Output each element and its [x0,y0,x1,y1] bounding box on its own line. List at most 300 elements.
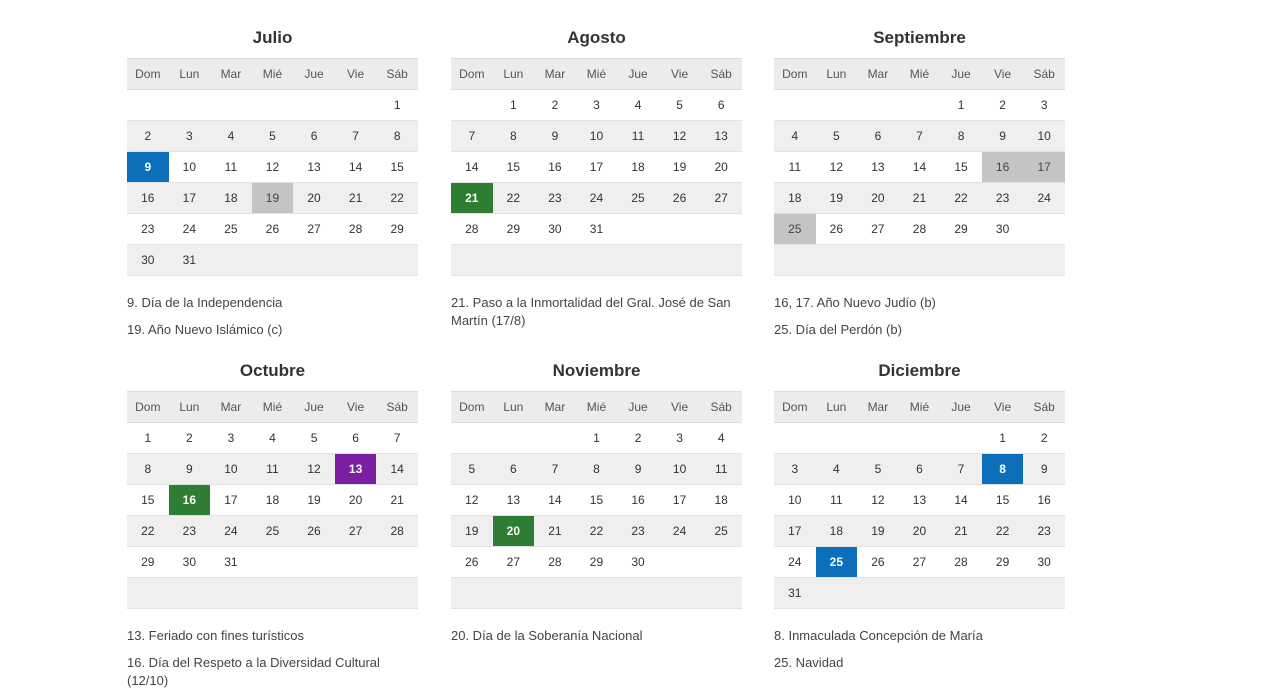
day-cell[interactable]: 7 [534,454,576,485]
holiday-note: 16. Día del Respeto a la Diversidad Cultural (12/10) [127,655,380,688]
day-cell[interactable]: 18 [816,516,858,547]
day-cell[interactable]: 29 [376,214,418,245]
empty-cell [857,423,899,454]
month-octubre [127,333,418,699]
day-cell[interactable]: 17 [774,516,816,547]
day-cell[interactable]: 11 [617,121,659,152]
empty-cell [493,578,535,609]
day-cell[interactable]: 24 [576,183,618,214]
week-row [127,423,418,454]
weekday-header: Sáb [700,59,742,90]
weekday-header: Mié [576,59,618,90]
empty-cell [252,578,294,609]
weekday-header: Dom [127,59,169,90]
holiday-note: 20. Día de la Soberanía Nacional [451,628,643,643]
day-cell[interactable]: 29 [493,214,535,245]
day-cell[interactable]: 16 [169,485,211,516]
day-cell[interactable]: 5 [816,121,858,152]
day-cell[interactable]: 24 [1023,183,1065,214]
week-row [451,578,742,609]
day-cell[interactable]: 11 [252,454,294,485]
empty-cell [534,423,576,454]
month-table [451,58,742,276]
day-cell[interactable]: 25 [816,547,858,578]
day-cell[interactable]: 26 [816,214,858,245]
day-cell[interactable]: 30 [1023,547,1065,578]
weekday-header: Mié [899,392,941,423]
day-cell[interactable]: 29 [982,547,1024,578]
day-cell[interactable]: 20 [700,152,742,183]
empty-cell [127,578,169,609]
weekday-header: Jue [617,59,659,90]
day-cell[interactable]: 28 [451,214,493,245]
day-cell[interactable]: 8 [982,454,1024,485]
day-cell[interactable]: 24 [169,214,211,245]
day-cell[interactable]: 15 [493,152,535,183]
day-cell[interactable]: 11 [700,454,742,485]
day-cell[interactable]: 28 [940,547,982,578]
day-cell[interactable]: 27 [700,183,742,214]
day-cell[interactable]: 19 [857,516,899,547]
empty-cell [451,245,493,276]
day-cell[interactable]: 3 [1023,90,1065,121]
empty-cell [617,245,659,276]
week-row [774,90,1065,121]
empty-cell [700,547,742,578]
empty-cell [774,90,816,121]
day-cell[interactable]: 11 [210,152,252,183]
day-cell[interactable]: 3 [210,423,252,454]
weekday-header: Sáb [376,59,418,90]
day-cell[interactable]: 12 [451,485,493,516]
empty-cell [774,423,816,454]
day-cell[interactable]: 23 [1023,516,1065,547]
week-row [127,245,418,276]
day-cell[interactable]: 2 [617,423,659,454]
holiday-note: 13. Feriado con fines turísticos [127,628,305,643]
day-cell[interactable]: 1 [376,90,418,121]
day-cell[interactable]: 22 [982,516,1024,547]
day-cell[interactable]: 8 [940,121,982,152]
weekday-header: Vie [982,59,1024,90]
day-cell[interactable]: 16 [617,485,659,516]
day-cell[interactable]: 13 [493,485,535,516]
empty-cell [899,90,941,121]
day-cell[interactable]: 10 [1023,121,1065,152]
empty-cell [899,578,941,609]
day-cell[interactable]: 6 [493,454,535,485]
empty-cell [451,578,493,609]
weekday-header: Dom [127,392,169,423]
day-cell[interactable]: 13 [700,121,742,152]
day-cell[interactable]: 26 [252,214,294,245]
day-cell[interactable]: 23 [617,516,659,547]
week-row [774,152,1065,183]
month-table [127,391,418,609]
day-cell[interactable]: 10 [210,454,252,485]
day-cell[interactable]: 13 [899,485,941,516]
day-cell[interactable]: 24 [659,516,701,547]
day-cell[interactable]: 23 [534,183,576,214]
day-cell[interactable]: 22 [127,516,169,547]
weekday-header: Dom [451,392,493,423]
day-cell[interactable]: 28 [899,214,941,245]
week-row [774,454,1065,485]
day-cell[interactable]: 1 [982,423,1024,454]
weekday-header: Sáb [1023,59,1065,90]
weekday-header: Vie [982,392,1024,423]
empty-cell [940,578,982,609]
week-row [451,547,742,578]
weekday-header: Sáb [700,392,742,423]
day-cell[interactable]: 31 [774,578,816,609]
day-cell[interactable]: 25 [617,183,659,214]
day-cell[interactable]: 2 [127,121,169,152]
week-row [451,214,742,245]
day-cell[interactable]: 1 [940,90,982,121]
weekday-header: Dom [451,59,493,90]
day-cell[interactable]: 5 [293,423,335,454]
day-cell[interactable]: 2 [534,90,576,121]
holiday-note: 8. Inmaculada Concepción de María [774,628,983,643]
day-cell[interactable]: 22 [493,183,535,214]
weekday-header: Lun [493,59,535,90]
week-row [774,121,1065,152]
day-cell[interactable]: 9 [534,121,576,152]
month-table [127,58,418,276]
holiday-note: 9. Día de la Independencia [127,295,283,310]
week-row [451,423,742,454]
day-cell[interactable]: 30 [534,214,576,245]
day-cell[interactable]: 21 [534,516,576,547]
weekday-header: Vie [659,59,701,90]
day-cell[interactable]: 27 [857,214,899,245]
day-cell[interactable]: 7 [376,423,418,454]
day-cell[interactable]: 6 [335,423,377,454]
day-cell[interactable]: 26 [293,516,335,547]
weekday-header: Mié [899,59,941,90]
day-cell[interactable]: 2 [982,90,1024,121]
day-cell[interactable]: 26 [659,183,701,214]
empty-cell [659,578,701,609]
empty-cell [293,245,335,276]
day-cell[interactable]: 25 [210,214,252,245]
day-cell[interactable]: 20 [293,183,335,214]
day-cell[interactable]: 5 [659,90,701,121]
day-cell[interactable]: 1 [127,423,169,454]
day-cell[interactable]: 15 [982,485,1024,516]
empty-cell [210,245,252,276]
day-cell[interactable]: 21 [899,183,941,214]
day-cell[interactable]: 13 [857,152,899,183]
weekday-header: Mar [210,392,252,423]
day-cell[interactable]: 28 [376,516,418,547]
day-cell[interactable]: 4 [210,121,252,152]
day-cell[interactable]: 4 [700,423,742,454]
day-cell[interactable]: 7 [940,454,982,485]
weekday-header: Jue [293,392,335,423]
day-cell[interactable]: 21 [335,183,377,214]
empty-cell [940,245,982,276]
day-cell[interactable]: 13 [293,152,335,183]
day-cell[interactable]: 20 [857,183,899,214]
day-cell[interactable]: 12 [252,152,294,183]
day-cell[interactable]: 18 [774,183,816,214]
empty-cell [816,578,858,609]
day-cell[interactable]: 3 [774,454,816,485]
month-table [774,391,1065,609]
day-cell[interactable]: 6 [293,121,335,152]
day-cell[interactable]: 5 [451,454,493,485]
holiday-notes [451,627,742,645]
day-cell[interactable]: 16 [534,152,576,183]
day-cell[interactable]: 18 [252,485,294,516]
day-cell[interactable]: 21 [451,183,493,214]
day-cell[interactable]: 1 [576,423,618,454]
week-row [451,183,742,214]
day-cell[interactable]: 4 [252,423,294,454]
day-cell[interactable]: 12 [857,485,899,516]
weekday-header: Sáb [376,392,418,423]
empty-cell [293,90,335,121]
day-cell[interactable]: 19 [293,485,335,516]
day-cell[interactable]: 12 [659,121,701,152]
day-cell[interactable]: 8 [493,121,535,152]
weekday-header: Mar [857,392,899,423]
holiday-notes [774,627,1065,672]
day-cell[interactable]: 3 [659,423,701,454]
day-cell[interactable]: 10 [169,152,211,183]
month-title: Julio [252,28,293,47]
week-row [774,547,1065,578]
day-cell[interactable]: 24 [210,516,252,547]
day-cell[interactable]: 14 [899,152,941,183]
day-cell[interactable]: 14 [451,152,493,183]
day-cell[interactable]: 2 [169,423,211,454]
empty-cell [293,578,335,609]
day-cell[interactable]: 16 [982,152,1024,183]
empty-cell [1023,214,1065,245]
day-cell[interactable]: 30 [169,547,211,578]
day-cell[interactable]: 24 [774,547,816,578]
day-cell[interactable]: 14 [940,485,982,516]
day-cell[interactable]: 7 [899,121,941,152]
day-cell[interactable]: 11 [774,152,816,183]
day-cell[interactable]: 12 [293,454,335,485]
day-cell[interactable]: 25 [252,516,294,547]
day-cell[interactable]: 30 [982,214,1024,245]
day-cell[interactable]: 6 [899,454,941,485]
weekday-header: Mié [252,59,294,90]
weekday-header: Mié [576,392,618,423]
month-noviembre [451,333,742,654]
day-cell[interactable]: 26 [857,547,899,578]
weekday-header: Dom [774,59,816,90]
weekday-header: Lun [816,59,858,90]
holiday-note: 19. Año Nuevo Islámico (c) [127,322,283,337]
day-cell[interactable]: 29 [127,547,169,578]
day-cell[interactable]: 19 [252,183,294,214]
month-title: Noviembre [552,361,641,380]
empty-cell [982,578,1024,609]
empty-cell [293,547,335,578]
day-cell[interactable]: 29 [940,214,982,245]
empty-cell [700,214,742,245]
day-cell[interactable]: 20 [899,516,941,547]
day-cell[interactable]: 28 [335,214,377,245]
day-cell[interactable]: 19 [659,152,701,183]
day-cell[interactable]: 27 [335,516,377,547]
empty-cell [816,90,858,121]
day-cell[interactable]: 15 [127,485,169,516]
day-cell[interactable]: 27 [293,214,335,245]
week-row [127,485,418,516]
week-row [127,547,418,578]
week-row [127,516,418,547]
day-cell[interactable]: 16 [1023,485,1065,516]
day-cell[interactable]: 6 [857,121,899,152]
empty-cell [700,578,742,609]
empty-cell [534,578,576,609]
day-cell[interactable]: 17 [210,485,252,516]
day-cell[interactable]: 9 [1023,454,1065,485]
week-row [127,90,418,121]
day-cell[interactable]: 27 [899,547,941,578]
day-cell[interactable]: 25 [774,214,816,245]
day-cell[interactable]: 22 [576,516,618,547]
weekday-header: Mar [210,59,252,90]
day-cell[interactable]: 18 [617,152,659,183]
day-cell[interactable]: 9 [982,121,1024,152]
day-cell[interactable]: 29 [576,547,618,578]
day-cell[interactable]: 8 [127,454,169,485]
week-row [127,578,418,609]
day-cell[interactable]: 31 [576,214,618,245]
empty-cell [659,245,701,276]
day-cell[interactable]: 23 [982,183,1024,214]
empty-cell [376,547,418,578]
day-cell[interactable]: 5 [252,121,294,152]
day-cell[interactable]: 17 [659,485,701,516]
day-cell[interactable]: 17 [169,183,211,214]
empty-cell [659,214,701,245]
day-cell[interactable]: 21 [940,516,982,547]
day-cell[interactable]: 30 [127,245,169,276]
day-cell[interactable]: 27 [493,547,535,578]
empty-cell [169,90,211,121]
empty-cell [576,578,618,609]
empty-cell [335,547,377,578]
day-cell[interactable]: 23 [169,516,211,547]
day-cell[interactable]: 26 [451,547,493,578]
empty-cell [127,90,169,121]
empty-cell [169,578,211,609]
day-cell[interactable]: 4 [617,90,659,121]
week-row [451,121,742,152]
weekday-header: Mar [534,392,576,423]
day-cell[interactable]: 1 [493,90,535,121]
day-cell[interactable]: 6 [700,90,742,121]
day-cell[interactable]: 22 [940,183,982,214]
week-row [127,454,418,485]
empty-cell [534,245,576,276]
day-cell[interactable]: 25 [700,516,742,547]
day-cell[interactable]: 11 [816,485,858,516]
empty-cell [700,245,742,276]
week-row [774,423,1065,454]
weekday-header: Vie [335,392,377,423]
day-cell[interactable]: 3 [169,121,211,152]
day-cell[interactable]: 10 [774,485,816,516]
day-cell[interactable]: 9 [617,454,659,485]
month-title: Diciembre [878,361,961,380]
day-cell[interactable]: 23 [127,214,169,245]
day-cell[interactable]: 8 [376,121,418,152]
weekday-header: Mar [534,59,576,90]
day-cell[interactable]: 19 [451,516,493,547]
day-cell[interactable]: 20 [335,485,377,516]
day-cell[interactable]: 8 [576,454,618,485]
day-cell[interactable]: 9 [169,454,211,485]
day-cell[interactable]: 17 [576,152,618,183]
day-cell[interactable]: 30 [617,547,659,578]
month-title: Septiembre [873,28,966,47]
holiday-note: 21. Paso a la Inmortalidad del Gral. José de San Martín (17/8) [451,295,731,328]
day-cell[interactable]: 2 [1023,423,1065,454]
day-cell[interactable]: 31 [210,547,252,578]
day-cell[interactable]: 15 [940,152,982,183]
day-cell[interactable]: 22 [376,183,418,214]
day-cell[interactable]: 31 [169,245,211,276]
day-cell[interactable]: 10 [659,454,701,485]
day-cell[interactable]: 18 [210,183,252,214]
day-cell[interactable]: 13 [335,454,377,485]
day-cell[interactable]: 4 [816,454,858,485]
day-cell[interactable]: 9 [127,152,169,183]
holiday-note: 25. Navidad [774,655,844,670]
day-cell[interactable]: 20 [493,516,535,547]
day-cell[interactable]: 18 [700,485,742,516]
weekday-header: Vie [335,59,377,90]
day-cell[interactable]: 15 [576,485,618,516]
day-cell[interactable]: 10 [576,121,618,152]
day-cell[interactable]: 12 [816,152,858,183]
week-row [451,90,742,121]
empty-cell [376,245,418,276]
day-cell[interactable]: 19 [816,183,858,214]
day-cell[interactable]: 15 [376,152,418,183]
day-cell[interactable]: 14 [335,152,377,183]
day-cell[interactable]: 21 [376,485,418,516]
day-cell[interactable]: 7 [335,121,377,152]
empty-cell [982,245,1024,276]
day-cell[interactable]: 7 [451,121,493,152]
day-cell[interactable]: 28 [534,547,576,578]
day-cell[interactable]: 14 [534,485,576,516]
empty-cell [451,90,493,121]
day-cell[interactable]: 5 [857,454,899,485]
day-cell[interactable]: 17 [1023,152,1065,183]
day-cell[interactable]: 14 [376,454,418,485]
day-cell[interactable]: 4 [774,121,816,152]
day-cell[interactable]: 3 [576,90,618,121]
week-row [127,152,418,183]
week-row [451,516,742,547]
month-diciembre [774,333,1065,681]
day-cell[interactable]: 16 [127,183,169,214]
month-title: Agosto [567,28,626,47]
month-title: Octubre [239,361,306,380]
